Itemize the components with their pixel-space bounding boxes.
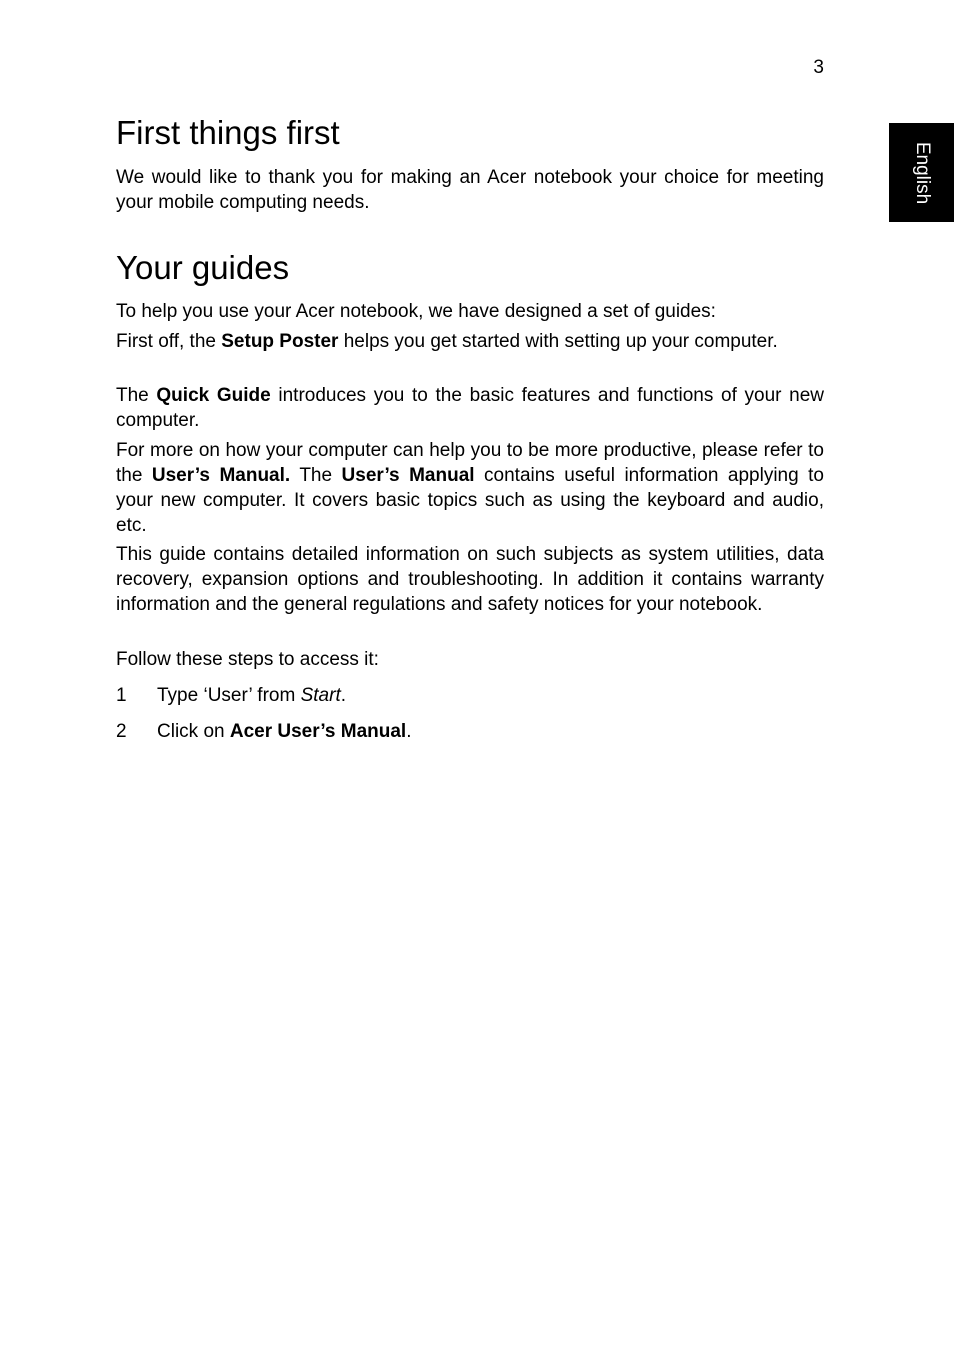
users-manual-text-e: contains useful information applying to your new computer. It covers basic topics such as using the keyboard and audio, etc. — [116, 465, 824, 536]
language-tab — [889, 123, 954, 222]
guide-contents-paragraph: This guide contains detailed information on such subjects as system utilities, data recovery, expansion options and troubleshooting. In addition it contains warranty information and the general regulations and safety notices for your notebook. — [116, 544, 824, 615]
users-manual-paragraph — [116, 438, 824, 538]
quick-guide-paragraph — [116, 383, 824, 433]
step-number: 1 — [116, 685, 127, 706]
setup-poster-name: Setup Poster — [221, 331, 339, 352]
quick-guide-text-c: introduces you to the basic features and functions of your new computer. — [116, 385, 824, 431]
users-manual-text-c: The — [290, 465, 342, 486]
step-number: 2 — [116, 721, 127, 742]
step-text-c: . — [406, 721, 412, 742]
setup-poster-paragraph — [116, 329, 824, 354]
language-tab-label: English — [911, 141, 933, 204]
users-manual-name-2: User’s Manual — [341, 465, 475, 486]
step-item-1 — [116, 683, 824, 708]
intro-paragraph: We would like to thank you for making an Acer notebook your choice for meeting your mobile computing needs. — [116, 167, 824, 213]
step-text-c: . — [340, 685, 346, 706]
follow-steps-paragraph: Follow these steps to access it: — [116, 649, 379, 670]
guides-intro-paragraph: To help you use your Acer notebook, we have designed a set of guides: — [116, 301, 716, 322]
step-text-a: Type ‘User’ from — [157, 685, 301, 706]
section-title-your-guides: Your guides — [116, 249, 290, 286]
users-manual-text-a: For more on how your computer can help you to be more productive, please refer to the — [116, 440, 824, 486]
quick-guide-name: Quick Guide — [156, 385, 271, 406]
quick-guide-text-a: The — [116, 385, 157, 406]
step-item-2 — [116, 719, 824, 744]
step-emphasis: Acer User’s Manual — [229, 721, 407, 742]
step-emphasis: Start — [300, 685, 341, 706]
page-number: 3 — [813, 57, 824, 78]
users-manual-name-1: User’s Manual. — [151, 465, 291, 486]
setup-poster-text-c: helps you get started with setting up your computer. — [338, 331, 778, 352]
step-text-a: Click on — [157, 721, 230, 742]
section-title-first-things-first: First things first — [116, 114, 340, 151]
setup-poster-text-a: First off, the — [116, 331, 222, 352]
